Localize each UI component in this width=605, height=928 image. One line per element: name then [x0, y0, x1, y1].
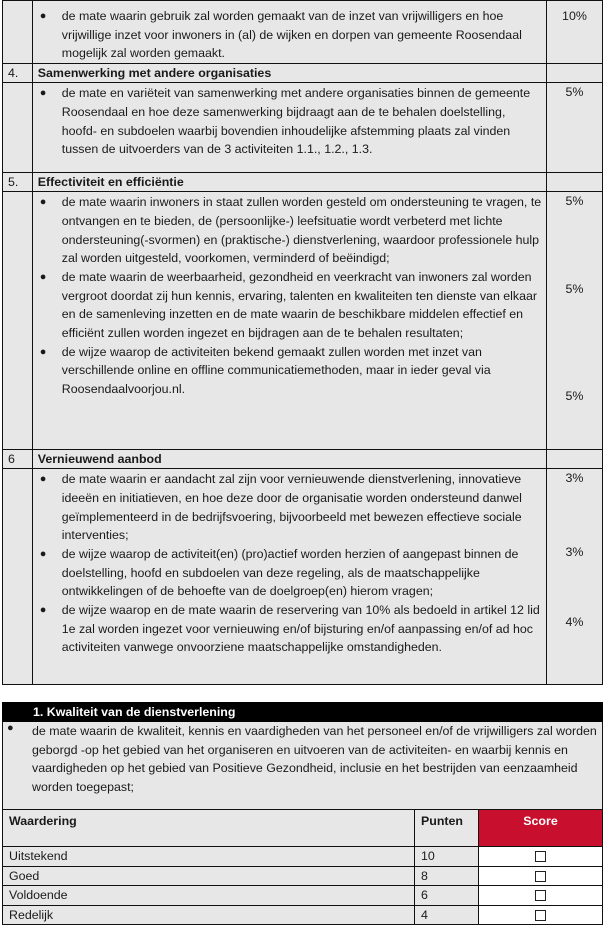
list-item: [33, 193, 546, 268]
weight-value: 5%: [565, 389, 584, 404]
rating-points: 10: [415, 847, 479, 867]
weight-value: 5%: [565, 85, 584, 100]
header-rating: Waardering: [3, 810, 415, 847]
criteria-text: de wijze waarop en de mate waarin de reservering van 10% als bedoeld in artikel 12 lid 1e zal worden ingezet voor vernieuwing en/of bijsturing en/of aanpassing en/of ad hoc activiteiten vanwege onvoorziene maatschappelijke omstandigheden.: [61, 603, 540, 655]
section-header-row: [3, 450, 603, 469]
criteria-text: de mate waarin inwoners in staat zullen worden gesteld om ondersteuning te vragen, te ontvangen en te bieden, de (persoonlijke-) leefsituatie wordt verbeterd met lichte ondersteuning(-svormen) en (praktische-) dienstverlening, waardoor professionele hulp zal worden uitgesteld, voorkomen, verminderd of beëindigd;: [61, 195, 542, 266]
section-number: 4.: [3, 64, 33, 83]
bullet-icon: ●: [39, 473, 47, 486]
rating-label: Voldoende: [3, 886, 415, 906]
rating-points: 6: [415, 886, 479, 906]
weight-value: 10%: [562, 9, 587, 23]
checkbox-icon[interactable]: [535, 910, 546, 921]
section-title: Vernieuwend aanbod: [32, 450, 546, 469]
criteria-table: [2, 0, 603, 685]
bullet-icon: ●: [39, 87, 47, 100]
list-item: [33, 7, 546, 63]
score-cell: [479, 905, 603, 925]
weight-cell: [546, 173, 602, 192]
weight-value: 4%: [565, 615, 584, 630]
list-item: [33, 84, 546, 159]
score-cell: [479, 866, 603, 886]
section-header-row: [3, 64, 603, 83]
criteria-text: de wijze waarop de activiteit(en) (pro)actief worden herzien of aangepast binnen de doelstelling, hoofd en subdoelen van deze regeling, als de maatschappelijke ontwikkelingen of de behoefte van de doelgroep(en) hierom vragen;: [61, 546, 519, 599]
section-title: Samenwerking met andere organisaties: [32, 64, 546, 83]
list-item: [33, 601, 546, 657]
criteria-text: de mate waarin er aandacht zal zijn voor vernieuwende dienstverlening, innovatieve ideeën en initiatieven, en hoe deze door de organisatie worden ondersteund danwel geïmplementeerd in de bedrijfsvoering, bijvoorbeeld met bewezen effectieve sociale interventies;: [61, 472, 522, 543]
weight-cell: [546, 83, 602, 173]
score-cell: [479, 886, 603, 906]
section-title: Effectiviteit en efficiëntie: [32, 173, 546, 192]
header-score: Score: [479, 810, 603, 847]
criteria-text: de mate en variëteit van samenwerking met andere organisaties binnen de gemeente Roosendaal en hoe deze samenwerking bijdraagt aan de te behalen doelstelling, hoofd- en subdoelen waarbij bovendien inhoudelijke afstemming plaats zal vinden tussen de uitvoerders van de 3 activiteiten 1.1., 1.2., 1.3.: [61, 86, 531, 157]
rating-table-header: [3, 810, 603, 847]
number-cell: [3, 469, 33, 685]
weight-value: 5%: [565, 282, 584, 297]
weight-cell: [546, 450, 602, 469]
rating-label: Redelijk: [3, 905, 415, 925]
header-points: Punten: [415, 810, 479, 847]
criteria-text-cell: [32, 192, 546, 450]
weight-value: 3%: [565, 545, 584, 560]
bullet-icon: ●: [39, 196, 47, 209]
list-item: [33, 470, 546, 545]
weight-value: 3%: [565, 471, 584, 486]
rating-points: 8: [415, 866, 479, 886]
weight-cell: [546, 192, 602, 450]
rating-row: [3, 886, 603, 906]
rating-table: [2, 809, 603, 925]
criteria-item-row: [3, 469, 603, 685]
checkbox-icon[interactable]: [535, 851, 546, 862]
number-cell: [3, 192, 33, 450]
criteria-text: de wijze waarop de activiteiten bekend gemaakt zullen worden met inzet van verschillende online en offline communicatiemethoden, maar in ieder geval via Roosendaalvoorjou.nl.: [61, 344, 491, 397]
score-cell: [479, 847, 603, 867]
list-item: [33, 268, 546, 343]
checkbox-icon[interactable]: [535, 890, 546, 901]
bullet-icon: ●: [39, 547, 47, 560]
rating-row: [3, 847, 603, 867]
quality-block: [2, 702, 603, 925]
weight-cell: [546, 1, 602, 64]
number-cell: [3, 83, 33, 173]
rating-label: Goed: [3, 866, 415, 886]
rating-row: [3, 866, 603, 886]
section-number: 6: [3, 450, 33, 469]
quality-block-body: [2, 722, 603, 809]
list-item: [33, 545, 546, 601]
criteria-item-row: [3, 1, 603, 64]
number-cell: [3, 1, 33, 64]
quality-block-title: 1. Kwaliteit van de dienstverlening: [2, 702, 603, 722]
weight-cell: [546, 469, 602, 685]
section-number: 5.: [3, 173, 33, 192]
criteria-text: de mate waarin de weerbaarheid, gezondheid en veerkracht van inwoners zal worden vergroot doordat zij hun kennis, ervaring, talenten en kwaliteiten ten dienste van elkaar en de samenleving inzetten en de mate waarin de beschikbare middelen effectief en efficiënt zullen worden ingezet en bijdragen aan de te behalen resultaten;: [61, 269, 538, 341]
weight-cell: [546, 64, 602, 83]
criteria-text-cell: [32, 1, 546, 64]
bullet-icon: ●: [39, 10, 47, 22]
rating-points: 4: [415, 905, 479, 925]
criteria-item-row: [3, 192, 603, 450]
criteria-item-row: [3, 83, 603, 173]
quality-criterion-text: de mate waarin de kwaliteit, kennis en vaardigheden van het personeel en/of de vrijwilligers zal worden geborgd -op het gebied van het organiseren en uitvoeren van de activiteiten- en waarbij kennis en vaardigheden op het gebied van Positieve Gezondheid, inclusie en het bestrijden van eenzaamheid worden toegepast;: [32, 724, 597, 795]
rating-row: [3, 905, 603, 925]
checkbox-icon[interactable]: [535, 871, 546, 882]
bullet-icon: ●: [39, 604, 47, 617]
section-header-row: [3, 173, 603, 192]
criteria-text: de mate waarin gebruik zal worden gemaakt van de inzet van vrijwilligers en hoe vrijwillige inzet voor inwoners in (al) de wijken en dorpen van gemeente Roosendaal mogelijk zal worden gemaakt.: [61, 9, 522, 61]
criteria-text-cell: [32, 469, 546, 685]
weight-value: 5%: [565, 194, 584, 209]
bullet-icon: ●: [39, 270, 47, 283]
list-item: [33, 343, 546, 399]
bullet-icon: ●: [7, 722, 14, 734]
rating-label: Uitstekend: [3, 847, 415, 867]
bullet-icon: ●: [39, 345, 47, 358]
criteria-text-cell: [32, 83, 546, 173]
